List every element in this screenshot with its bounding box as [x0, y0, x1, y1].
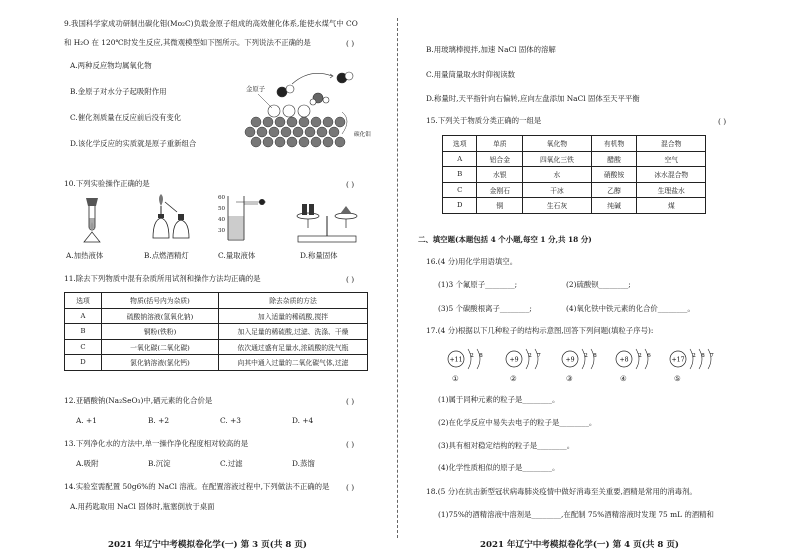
q10-option-c: C.量取液体 [218, 251, 256, 260]
table-cell: D [65, 355, 102, 371]
q16-blank-3[interactable]: (3)5 个碳酸根离子________; [438, 304, 532, 313]
q17-blank-3[interactable]: (3)具有相对稳定结构的粒子是________。 [438, 441, 575, 450]
q13-option-a: A.吸附 [76, 459, 99, 468]
table-cell: 水 [523, 167, 592, 183]
q12-option-c: C. +3 [220, 416, 241, 425]
electron-shell-arc [699, 349, 702, 369]
table-row [443, 151, 706, 167]
atom-label-4: ④ [620, 374, 627, 383]
q17-blank-1[interactable]: (1)属于同种元素的粒子是________。 [438, 395, 560, 404]
q11-table [64, 292, 368, 371]
q10-stem: 10.下列实验操作正确的是 [64, 179, 150, 188]
table-cell: 向其中通入过量的二氧化碳气体,过滤 [219, 355, 368, 371]
q17-blank-2[interactable]: (2)在化学反应中易失去电子的粒子是________。 [438, 418, 597, 427]
table-cell: 金刚石 [477, 182, 523, 198]
electron-shell-arc [526, 349, 529, 369]
electron-shell-arc [690, 349, 693, 369]
shell-electron-count: 2 [638, 353, 642, 359]
atom-label-2: ② [510, 374, 517, 383]
q10-option-a: A.加热液体 [66, 251, 104, 260]
shell-electron-count: 8 [479, 353, 483, 359]
table-cell: 铜粉(铁粉) [102, 324, 219, 340]
q14-option-a: A.用药匙取用 NaCl 固体时,瓶塞倒放于桌面 [70, 502, 215, 511]
electron-shell-arc [708, 349, 711, 369]
q9-option-a: A.两种反应物均属氧化物 [70, 61, 152, 70]
table-row [65, 339, 368, 355]
atom-diagram-3 [560, 345, 608, 373]
atom-diagram-1 [446, 345, 494, 373]
catalyst-model-figure [234, 62, 374, 150]
section-heading-fill-blank: 二、填空题(本题包括 4 个小题,每空 1 分,共 18 分) [418, 235, 592, 244]
atom-diagram-5 [668, 345, 725, 373]
q18-blank-1[interactable]: (1)75%的酒精溶液中溶剂是________,在配制 75%酒精溶液时发现 75 mL 的酒精和 [438, 510, 714, 519]
shell-electron-count: 7 [537, 353, 541, 359]
table-cell: 一氧化碳(二氧化碳) [102, 339, 219, 355]
table-row [65, 324, 368, 340]
shell-electron-count: 7 [710, 353, 714, 359]
table-cell: C [443, 182, 477, 198]
q12-stem: 12.亚硒酸钠(Na₂SeO₃)中,硒元素的化合价是 [64, 396, 213, 405]
electron-shell-arc [636, 349, 639, 369]
q12-option-a: A. +1 [76, 416, 97, 425]
q18-stem: 18.(5 分)在抗击新型冠状病毒肺炎疫情中做好消毒至关重要,酒精是常用的消毒剂。 [426, 487, 697, 496]
cylinder-tick-40: 40 [218, 217, 226, 223]
q12-option-b: B. +2 [148, 416, 170, 425]
table-header-row [443, 136, 706, 152]
q11-stem: 11.除去下列物质中混有杂质所用试剂和操作方法均正确的是 [64, 274, 261, 283]
nucleus-charge: +11 [449, 356, 463, 364]
q10-option-b: B.点燃酒精灯 [144, 251, 189, 260]
table-cell: 生石灰 [523, 198, 592, 214]
table-cell: 煤 [637, 198, 706, 214]
electron-shell-arc [535, 349, 538, 369]
atom-diagram-2 [504, 345, 552, 373]
shell-electron-count: 8 [701, 353, 705, 359]
table-cell: 加入适量的稀硫酸,搅拌 [219, 308, 368, 324]
q9-answer-paren[interactable]: ( ) [346, 39, 355, 48]
table-cell: 乙醇 [591, 182, 637, 198]
q9-stem-line2: 和 H₂O 在 120℃时发生反应,其微观模型如下图所示。下列说法不正确的是 [64, 38, 311, 47]
table-cell: 依次通过盛有足量水,浓硫酸的洗气瓶 [219, 339, 368, 355]
nucleus-charge: +9 [565, 356, 575, 364]
atom-diagram-4 [614, 345, 662, 373]
q12-answer-paren[interactable]: ( ) [346, 397, 355, 406]
shell-electron-count: 2 [528, 353, 532, 359]
table-cell: D [443, 198, 477, 214]
electron-shell-arc [477, 349, 480, 369]
cylinder-tick-50: 50 [218, 206, 226, 212]
q13-option-b: B.沉淀 [148, 459, 171, 468]
q17-stem: 17.(4 分)根据以下几种粒子的结构示意图,回答下列问题(填粒子序号): [426, 326, 654, 335]
table-cell: B [443, 167, 477, 183]
atom-label-5: ⑤ [674, 374, 681, 383]
table-cell: 四氧化三铁 [523, 151, 592, 167]
table-cell: 硝酸铵 [591, 167, 637, 183]
table-cell: C [65, 339, 102, 355]
cylinder-tick-30: 30 [218, 228, 226, 234]
table-header-cell: 有机物 [591, 136, 637, 152]
q14-option-d: D.称量时,天平指针向右偏转,应向左盘添加 NaCl 固体至天平平衡 [426, 94, 640, 103]
table-cell: A [443, 151, 477, 167]
q16-blank-4[interactable]: (4)氧化铁中铁元素的化合价________。 [566, 304, 695, 313]
q16-blank-2[interactable]: (2)硫酸钡________; [566, 280, 631, 289]
table-cell: 硫酸钠溶液(氢氧化钠) [102, 308, 219, 324]
nucleus-charge: +9 [509, 356, 519, 364]
q10-option-d: D.称量固体 [300, 251, 338, 260]
q15-answer-paren[interactable]: ( ) [718, 117, 727, 126]
electron-shell-arc [591, 349, 594, 369]
shell-electron-count: 8 [593, 353, 597, 359]
q14-option-c: C.用量筒量取水时仰视读数 [426, 70, 516, 79]
q13-option-d: D.蒸馏 [292, 459, 315, 468]
alcohol-lamp-icon [151, 192, 193, 244]
shell-electron-count: 2 [584, 353, 588, 359]
balance-scale-icon [294, 198, 360, 244]
right-page-footer: 2021 年辽宁中考模拟卷化学(一) 第 4 页(共 8 页) [480, 540, 679, 550]
test-tube-heating-icon [78, 196, 114, 244]
q13-stem: 13.下列净化水的方法中,单一操作净化程度相对较高的是 [64, 439, 249, 448]
q15-stem: 15.下列关于物质分类正确的一组是 [426, 116, 542, 125]
q15-table [442, 135, 706, 214]
table-row [443, 182, 706, 198]
electron-shell-arc [582, 349, 585, 369]
table-header-cell: 氧化物 [523, 136, 592, 152]
q14-answer-paren[interactable]: ( ) [346, 483, 355, 492]
q16-stem: 16.(4 分)用化学用语填空。 [426, 257, 518, 266]
q16-blank-1[interactable]: (1)3 个氟原子________; [438, 280, 518, 289]
q12-option-d: D. +4 [292, 416, 314, 425]
table-cell: 水银 [477, 167, 523, 183]
gold-atom-label: 金原子 [246, 85, 266, 93]
shell-electron-count: 2 [470, 353, 474, 359]
nucleus-charge: +17 [671, 356, 685, 364]
page-divider [397, 18, 398, 538]
table-cell: 空气 [637, 151, 706, 167]
left-page-footer: 2021 年辽宁中考模拟卷化学(一) 第 3 页(共 8 页) [108, 540, 307, 550]
table-row [443, 198, 706, 214]
table-cell: 纯碱 [591, 198, 637, 214]
shell-electron-count: 2 [692, 353, 696, 359]
atom-label-1: ① [452, 374, 459, 383]
molybdenum-carbide-label: 碳化钼 [354, 132, 371, 138]
right-page [418, 0, 752, 558]
q9-option-b: B.金原子对水分子起吸附作用 [70, 87, 167, 96]
q17-blank-4[interactable]: (4)化学性质相似的原子是________。 [438, 463, 560, 472]
table-header-cell: 选项 [443, 136, 477, 152]
table-cell: A [65, 308, 102, 324]
q14-stem: 14.实验室需配置 50g6%的 NaCl 溶液。在配置溶液过程中,下列做法不正确的是 [64, 482, 330, 491]
table-cell: B [65, 324, 102, 340]
electron-shell-arc [645, 349, 648, 369]
table-header-cell: 除去杂质的方法 [219, 293, 368, 309]
q14-option-b: B.用玻璃棒搅拌,加速 NaCl 固体的溶解 [426, 45, 556, 54]
q13-answer-paren[interactable]: ( ) [346, 440, 355, 449]
table-cell: 冰水混合物 [637, 167, 706, 183]
table-cell: 生理盐水 [637, 182, 706, 198]
table-cell: 铜 [477, 198, 523, 214]
q13-option-c: C.过滤 [220, 459, 243, 468]
table-row [443, 167, 706, 183]
table-cell: 加入足量的稀硫酸,过滤、洗涤、干燥 [219, 324, 368, 340]
nucleus-charge: +8 [619, 356, 629, 364]
table-header-cell: 选项 [65, 293, 102, 309]
q11-answer-paren[interactable]: ( ) [346, 275, 355, 284]
table-row [65, 308, 368, 324]
shell-electron-count: 6 [647, 353, 651, 359]
q10-answer-paren[interactable]: ( ) [346, 180, 355, 189]
table-header-cell: 物质(括号内为杂质) [102, 293, 219, 309]
left-page [56, 0, 378, 558]
table-cell: 铝合金 [477, 151, 523, 167]
q9-option-c: C.催化剂质量在反应前后没有变化 [70, 113, 182, 122]
atom-label-3: ③ [566, 374, 573, 383]
table-cell: 干冰 [523, 182, 592, 198]
table-cell: 氯化钠溶液(氯化钙) [102, 355, 219, 371]
q9-option-d: D.该化学反应的实质就是原子重新组合 [70, 139, 197, 148]
table-row [65, 355, 368, 371]
cylinder-tick-60: 60 [218, 195, 226, 201]
table-header-cell: 混合物 [637, 136, 706, 152]
q9-stem-line1: 9.我国科学家成功研制出碳化钼(Mo₂C)负载金原子组成的高效催化体系,能使水煤气中 CO [64, 19, 358, 28]
electron-shell-arc [468, 349, 471, 369]
table-cell: 醋酸 [591, 151, 637, 167]
table-header-row [65, 293, 368, 309]
table-header-cell: 单质 [477, 136, 523, 152]
